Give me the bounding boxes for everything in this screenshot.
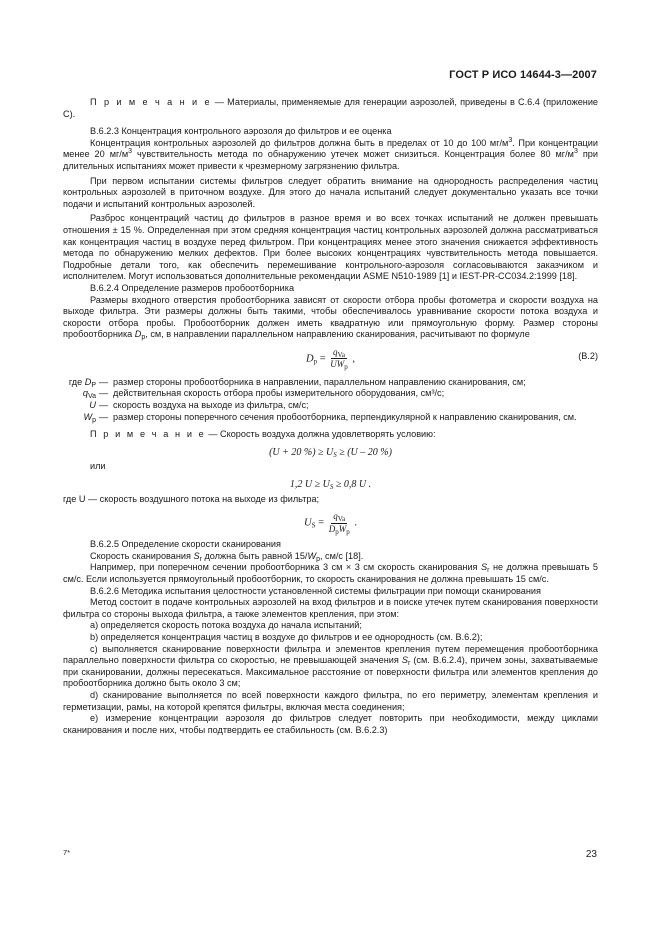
text-run: (U + 20 %) ≥ U xyxy=(269,446,334,458)
symbol: q xyxy=(333,346,338,357)
definition-text: скорость воздуха на выходе из фильтра, см/с; xyxy=(113,400,309,411)
note-air-velocity xyxy=(63,429,598,441)
list-item-d: d) сканирование выполняется по всей поверхности каждого фильтра, по его периметру, элементам крепления и герметизации, рамы, на которой крепятся фильтры, включая места соединения; xyxy=(63,689,598,712)
subscript: p xyxy=(344,363,348,372)
symbol-definitions xyxy=(63,377,598,423)
subscript: Va xyxy=(337,515,346,524)
definition-dash: — xyxy=(99,411,109,422)
subscript: p xyxy=(316,555,320,563)
page-content xyxy=(63,97,598,736)
text-run: 1,2 U ≥ U xyxy=(289,479,330,491)
definition-symbol xyxy=(63,400,99,412)
text-run: Скорость сканирования xyxy=(90,550,194,561)
subscript: p xyxy=(346,527,350,536)
symbol: UW xyxy=(330,359,345,370)
where-u-definition: где U — скорость воздушного потока на выходе из фильтра; xyxy=(63,493,320,504)
section-heading-b626: В.6.2.6 Методика испытания целостности установленной системы фильтрации при помощи сканирования xyxy=(90,585,541,596)
definition-symbol xyxy=(63,377,99,389)
list-item-c xyxy=(63,644,598,690)
text-run: , см, в направлении параллельном направлению сканирования, расчитывают по формуле xyxy=(145,329,530,340)
symbol: D xyxy=(328,523,336,534)
subscript: r xyxy=(407,660,411,668)
condition-2 xyxy=(63,479,598,491)
standard-designation: ГОСТ Р ИСО 14644-3—2007 xyxy=(449,69,597,81)
text-run: , см/с [18]. xyxy=(319,550,364,561)
signature-mark: 7* xyxy=(63,848,71,857)
denominator xyxy=(327,524,352,536)
symbol: U xyxy=(89,400,96,411)
text-run: ≥ (U – 20 %) xyxy=(336,446,392,458)
text-run: ≥ 0,8 U . xyxy=(333,479,372,491)
formula-expression xyxy=(63,347,598,371)
subscript: p xyxy=(313,357,318,366)
symbol: S xyxy=(401,655,408,666)
paragraph-scan-speed xyxy=(63,551,598,563)
list-item-b: b) определяется концентрация частиц в воздухе до фильтров и ее однородность (см. В.6.2); xyxy=(90,631,483,642)
note-materials xyxy=(63,97,598,120)
symbol: D xyxy=(134,329,142,340)
symbol: q xyxy=(333,511,338,522)
numerator xyxy=(331,511,347,524)
text-run: не должна превышать 5 см/с. Если используется прямоугольный пробоотборник, то скорость сканирования не должна превышать 15 см/с. xyxy=(63,562,598,584)
definition-dash: — xyxy=(99,376,109,387)
list-item-e: e) измерение концентрации аэрозоля до фильтров следует повторить при необходимости, между циклами сканирования и после них, чтобы подтвердить ее стабильность (см. В.6.2.3) xyxy=(63,713,598,735)
subscript: p xyxy=(335,527,339,536)
paragraph-concentration-spread: Разброс концентраций частиц до фильтров в разное время и во всех точках испытаний не должен превышать отношения ± 15 %. Определенная при этом средняя концентрация частиц контрольных аэрозолей должна рассматриваться как концентрация частиц в воздухе перед фильтром. При концентрациях менее этого значения снижается эффективность метода по обнаружению мелких дефектов. При более высоких концентрациях чувствительность метода повышается. Подробные детали того, как обеспечить перемешивание контрольного-аэрозоля согласовываются заказчиком и исполнителем. Могут использоваться дополнительные рекомендации ASME N510-1989 [1] и IEST-PR-CC034.2:1999 [18]. xyxy=(63,213,598,282)
symbol: S xyxy=(481,562,488,573)
symbol: W xyxy=(83,411,93,422)
note-label: П р и м е ч а н и е xyxy=(90,429,206,440)
text-run: Размеры входного отверстия пробоотборника зависят от скорости отбора пробы фотометра и скорости воздуха на выходе фильтра. Эти размеры должны быть такими, чтобы обеспечивалось уравнивание скорости потока воздуха и скорости отбора пробы. Пробоотборник должен иметь квадратную или прямоугольную форму. Размер стороны пробоотборника xyxy=(63,294,598,340)
symbol: D xyxy=(305,353,314,365)
formula-number: (В.2) xyxy=(578,350,598,361)
text-run: Концентрация контрольных аэрозолей до фильтров должна быть в пределах от 10 до 100 мг/м xyxy=(90,137,509,148)
paragraph-probe-size xyxy=(63,295,598,341)
subscript: Va xyxy=(337,350,345,359)
symbol: S xyxy=(193,550,200,561)
text-run: чувствительность метода по обнаружению утечек может снизиться. Концентрация более 80 мг/м xyxy=(132,149,574,160)
list-item-a: a) определяется скорость потока воздуха до начала испытаний; xyxy=(90,620,362,631)
subscript: P xyxy=(91,381,96,389)
punctuation: , xyxy=(349,353,355,365)
text-run: c) выполняется сканирование поверхности фильтра и элементов крепления путем перемещения пробоотборника параллельно поверхности фильтра со скоростью, не превышающей значения xyxy=(63,643,598,666)
note-text: — Скорость воздуха должна удовлетворять условию: xyxy=(205,429,436,440)
subscript: S xyxy=(311,521,316,530)
superscript: 3 xyxy=(508,136,513,144)
paragraph-scan-example xyxy=(63,562,598,585)
numerator xyxy=(331,347,347,360)
punctuation: . xyxy=(351,517,357,529)
subscript: p xyxy=(92,416,96,424)
superscript: 3 xyxy=(573,148,578,156)
paragraph-method: Метод состоит в подаче контрольных аэрозолей на вход фильтров и в поиске утечек путем сканирования поверхности фильтра со стороны выхода фильтра, а также элементов крепления, при этом: xyxy=(63,597,598,619)
text-run: должна быть равной 15/ xyxy=(201,550,308,561)
symbol: q xyxy=(82,388,88,399)
section-heading-b623: В.6.2.3 Концентрация контрольного аэрозоля до фильтров и ее оценка xyxy=(90,126,392,137)
fraction xyxy=(328,347,350,371)
subscript: r xyxy=(199,555,202,563)
definition-symbol xyxy=(63,412,99,424)
symbol: W xyxy=(307,550,317,561)
text-run: (см. В.6.2.4), причем зоны, захватываемые при сканировании, должны пересекаться. Максимальное расстояние от поверхности фильтра или элементов крепления до пробоотборника должно быть около 3 см; xyxy=(63,655,598,689)
definition-dash: — xyxy=(99,400,109,411)
text-run: при длительных испытаниях может привести к чрезмерному загрязнению фильтра. xyxy=(63,149,598,171)
operator: = xyxy=(317,353,329,365)
subscript: p xyxy=(141,334,146,342)
definition-text: размер стороны поперечного сечения пробоотборника, перпендикулярной к направлению сканирования, см. xyxy=(113,411,577,422)
subscript: Va xyxy=(87,393,96,401)
denominator xyxy=(328,359,350,371)
definition-symbol xyxy=(63,388,99,400)
definition-dash: — xyxy=(99,388,109,399)
operator: = xyxy=(315,517,327,529)
page-number: 23 xyxy=(585,849,597,860)
condition-1 xyxy=(63,447,598,459)
paragraph-concentration-range xyxy=(63,138,598,173)
or-label: или xyxy=(90,461,106,472)
superscript: 3 xyxy=(128,148,133,156)
symbol: D xyxy=(84,376,92,387)
subscript: S xyxy=(329,483,334,492)
definition-text: действительная скорость отбора пробы измерительного оборудования, см³/с; xyxy=(113,388,445,399)
symbol: W xyxy=(338,523,347,534)
subscript: S xyxy=(333,450,337,459)
definition-text: размер стороны пробоотборника в направлении, параллельном направлению сканирования, см; xyxy=(113,376,526,387)
symbol: U xyxy=(304,517,312,529)
text-run: Например, при поперечном сечении пробоотборника 3 см × 3 см скорость сканирования xyxy=(90,562,482,573)
formula-us xyxy=(63,505,598,539)
note-text: — Материалы, применяемые для генерации аэрозолей, приведены в C.6.4 (приложение С). xyxy=(63,97,598,119)
subscript: r xyxy=(487,567,490,575)
where-label: где xyxy=(68,376,85,387)
formula-b2 xyxy=(63,341,598,377)
section-heading-b625: В.6.2.5 Определение скорости сканирования xyxy=(90,539,281,550)
paragraph-first-test: При первом испытании системы фильтров следует обратить внимание на однородность распределения частиц контрольных аэрозолей в приточном воздухе. Для этого до начала испытаний следует документально указать все точки подачи и испытаний контрольных аэрозолей. xyxy=(63,175,598,209)
text-run: . При концентрации менее 20 мг/м xyxy=(63,137,598,160)
note-label: П р и м е ч а н и е xyxy=(90,97,212,107)
section-heading-b624: В.6.2.4 Определение размеров пробоотборника xyxy=(90,282,295,293)
formula-expression xyxy=(63,511,598,535)
fraction xyxy=(327,511,352,535)
